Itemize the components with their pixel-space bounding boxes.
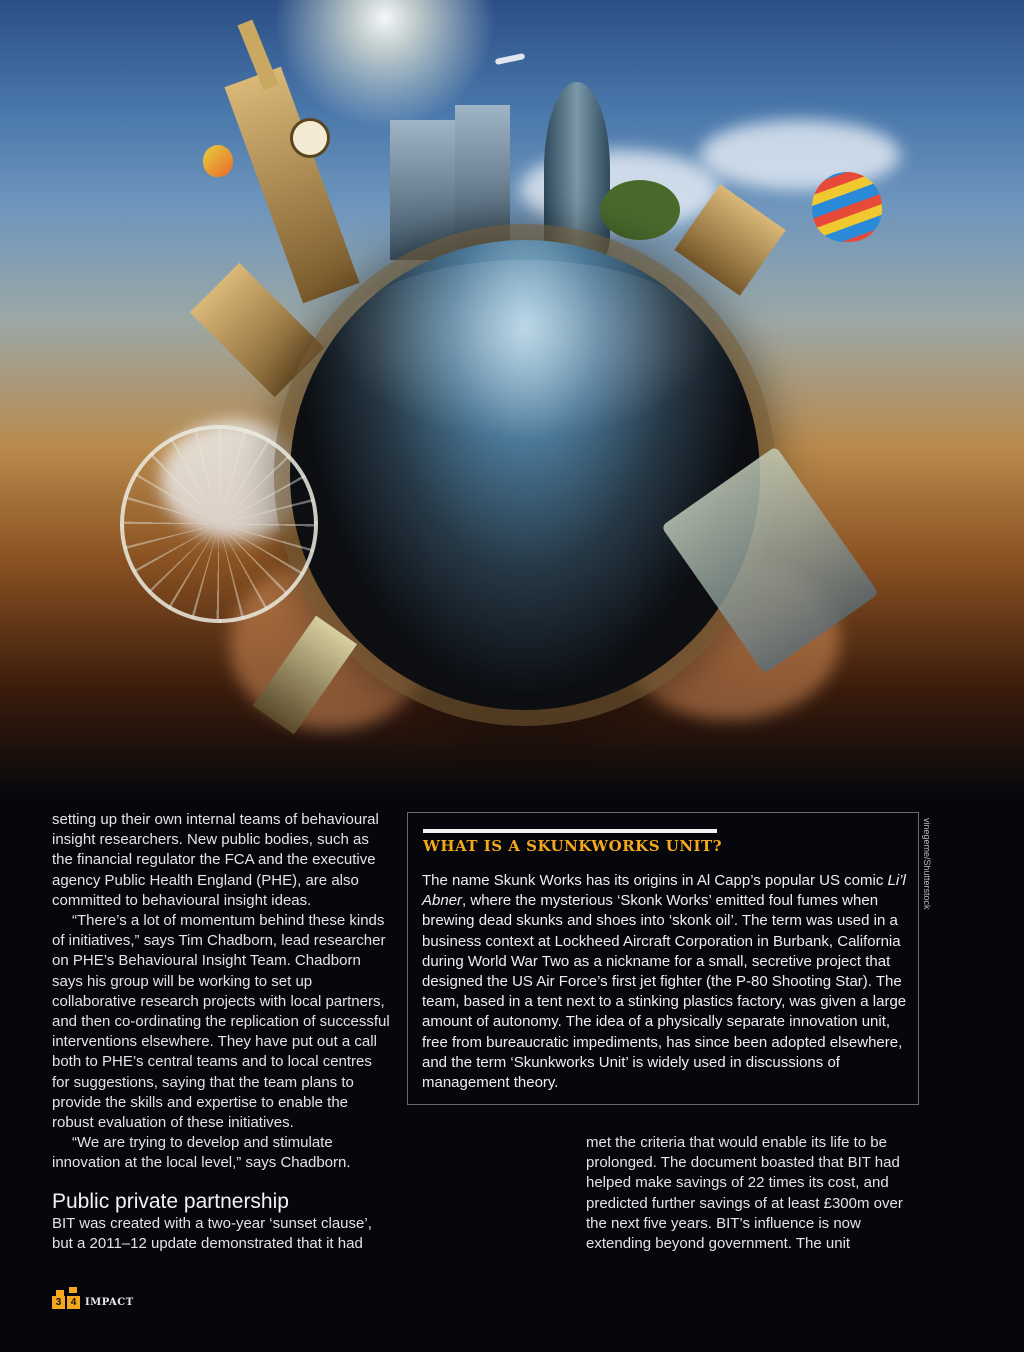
image-credit: vinegeme/Shutterstock [922,818,932,910]
paragraph: “There’s a lot of momentum behind these kinds of initiatives,” says Tim Chadborn, lead researcher on PHE’s Behavioural Insight Team. Chadborn says his group will be working to set up collaborative research projects with local partners, and then co-ordinating the replication of successful interventions elsewhere. They have put out a call both to PHE’s central teams and to local centres for suggestions, saying that the team plans to provide the skills and expertise to enable the robust evaluation of these initiatives. [52,912,390,1132]
hot-air-balloon [203,145,233,177]
paragraph: BIT was created with a two-year ‘sunset clause’, but a 2011–12 update demonstrated that it had [52,1214,372,1252]
box-body-text: , where the mysterious ‘Skonk Works’ emitted foul fumes when brewing dead skunks and shoes into ‘skonk oil’. The term was used in a business context at Lockheed Aircraft Corporation in Burbank, California during World War Two as a nickname for a small, secretive project that designed the US Air Force’s first jet fighter (the P-80 Shooting Star). The team, based in a tent next to a stinking plastics factory, was given a large amount of autonomy. The idea of a physically separate innovation unit, free from bureaucratic impediments, has since been adopted elsewhere, and the term ‘Skunkworks Unit’ is widely used in discussions of management theory. [422,892,907,1092]
box-body [422,871,910,1093]
paragraph: met the criteria that would enable its life to be prolonged. The document boasted that BIT had helped make savings of 22 times its cost, and predicted further savings of at least £300m over the next five years. BIT’s influence is now extending beyond government. The unit [586,1134,903,1253]
airplane-icon [495,53,526,65]
globe-reflection [330,260,720,440]
clock-face [290,118,330,158]
page-number-digit: 4 [67,1296,80,1309]
left-column [52,810,392,1254]
skunkworks-sidebar-box [407,812,919,1105]
paragraph: “We are trying to develop and stimulate innovation at the local level,” says Chadborn. [52,1134,351,1172]
box-title: WHAT IS A SKUNKWORKS UNIT? [423,837,723,855]
hot-air-balloon [812,172,882,242]
ferris-wheel [120,425,318,623]
office-tower [455,105,510,255]
magazine-name: IMPACT [85,1297,134,1308]
gherkin-tower [544,82,610,257]
cloud [700,120,900,190]
right-column [586,1133,926,1254]
paragraph: setting up their own internal teams of behavioural insight researchers. New public bodies, such as the financial regulator the FCA and the executive agency Public Health England (PHE), are also committed to behavioural insight ideas. [52,811,379,909]
office-tower [390,120,460,260]
title-rule [423,829,717,833]
comic-title: Li’l Abner [422,872,906,910]
folio-decoration [69,1287,77,1293]
box-body-text: The name Skunk Works has its origins in Al Capp’s popular US comic [422,872,888,889]
section-heading: Public private partnership [52,1189,289,1213]
tree-cluster [600,180,680,240]
page-number-digit: 3 [52,1296,65,1309]
